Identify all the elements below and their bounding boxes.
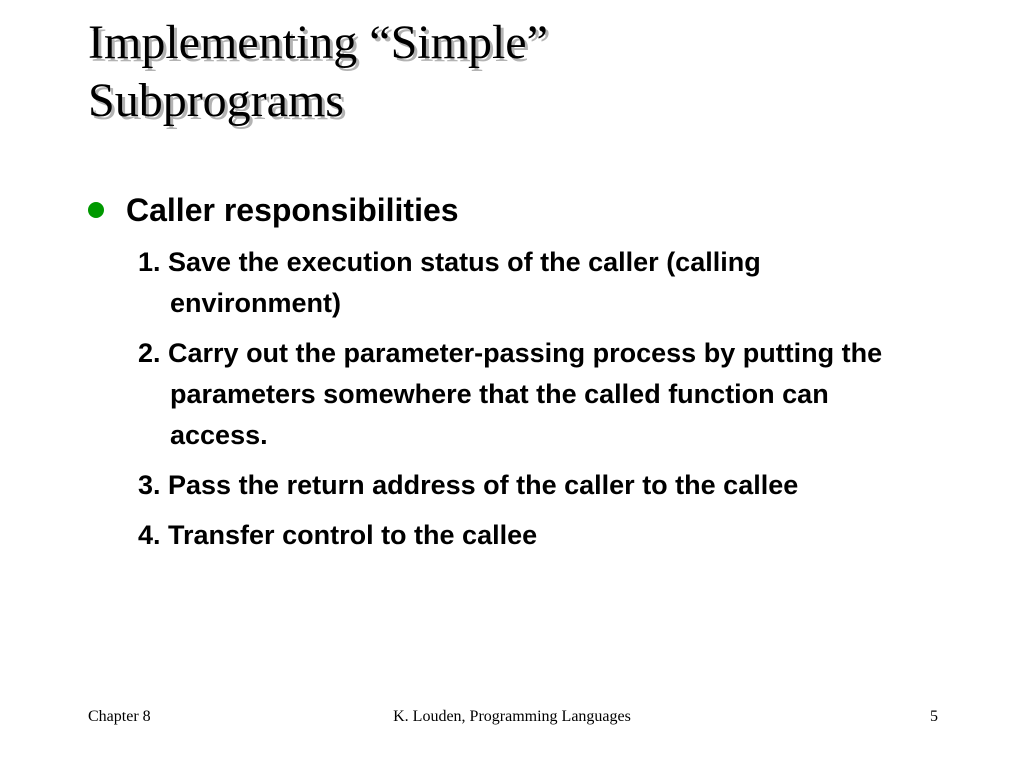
footer-source: K. Louden, Programming Languages xyxy=(393,708,631,725)
footer-page-number: 5 xyxy=(930,708,938,725)
title-line-2: Subprograms xyxy=(88,74,344,127)
step-item-4: 4. Transfer control to the callee xyxy=(138,520,538,550)
bullet-label: Caller responsibilities xyxy=(126,192,459,228)
footer-chapter: Chapter 8 xyxy=(88,708,151,725)
slide-body xyxy=(88,190,968,565)
steps-list xyxy=(88,242,968,556)
title-line-1: Implementing “Simple” xyxy=(88,16,548,69)
bullet-dot-icon xyxy=(88,202,104,218)
step-item-2: 2. Carry out the parameter-passing process by putting the parameters somewhere that the called function can access. xyxy=(138,338,883,450)
bullet-item xyxy=(88,190,968,230)
slide-title xyxy=(88,14,948,130)
step-item-3: 3. Pass the return address of the caller to the callee xyxy=(138,470,799,500)
step-item-1: 1. Save the execution status of the caller (calling environment) xyxy=(138,247,761,318)
